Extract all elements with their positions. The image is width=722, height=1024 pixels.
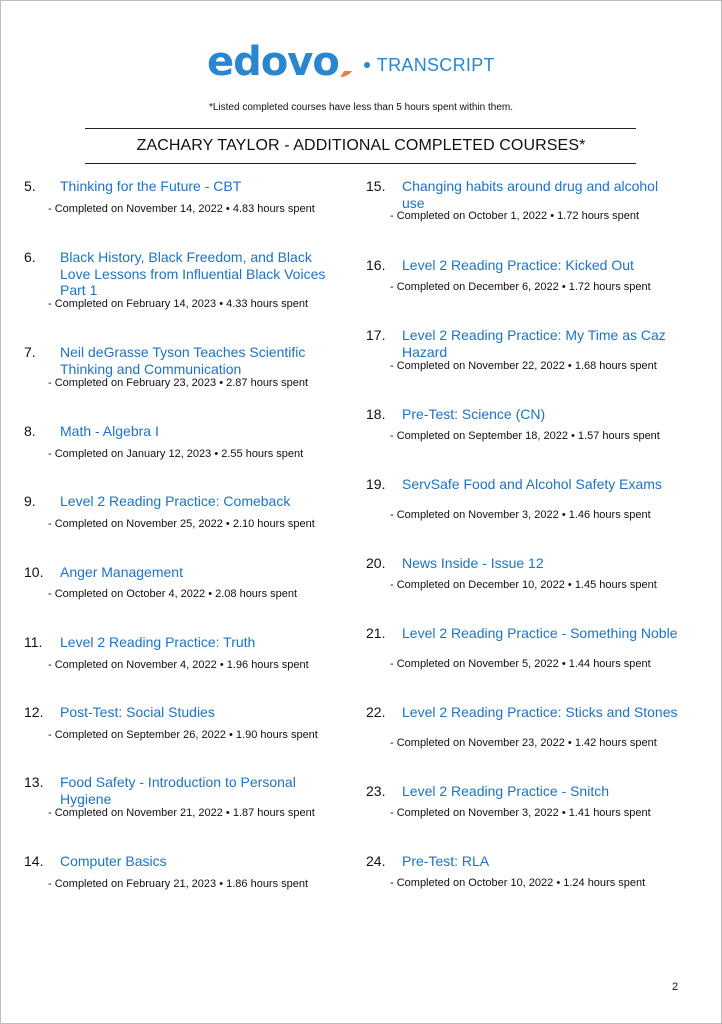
- course-completion-detail: - Completed on February 14, 2023 • 4.33 hours spent: [48, 298, 309, 310]
- heading-rule-bottom: [85, 163, 636, 164]
- course-title-link[interactable]: Post-Test: Social Studies: [60, 704, 215, 720]
- course-title-link[interactable]: Level 2 Reading Practice - Something Noble: [402, 625, 678, 641]
- course-number: 6.: [24, 249, 36, 265]
- course-title-link[interactable]: Level 2 Reading Practice: Kicked Out: [402, 257, 634, 273]
- logo-brand: edovo: [207, 39, 339, 85]
- course-title-link[interactable]: ServSafe Food and Alcohol Safety Exams: [402, 476, 662, 492]
- course-completion-detail: - Completed on September 26, 2022 • 1.90 hours spent: [48, 729, 318, 741]
- course-title-link[interactable]: Level 2 Reading Practice: Comeback: [60, 493, 291, 509]
- course-number: 23.: [366, 783, 386, 799]
- course-number: 18.: [366, 406, 386, 422]
- course-title-link[interactable]: Computer Basics: [60, 853, 167, 869]
- course-number: 15.: [366, 178, 386, 194]
- course-completion-detail: - Completed on November 5, 2022 • 1.44 hours spent: [390, 658, 651, 670]
- course-completion-detail: - Completed on November 23, 2022 • 1.42 hours spent: [390, 737, 657, 749]
- course-completion-detail: - Completed on September 18, 2022 • 1.57 hours spent: [390, 430, 660, 442]
- course-title-link[interactable]: Level 2 Reading Practice: Sticks and Stones: [402, 704, 678, 720]
- course-title-link[interactable]: Level 2 Reading Practice - Snitch: [402, 783, 609, 799]
- course-number: 9.: [24, 493, 36, 509]
- course-number: 7.: [24, 344, 36, 360]
- course-completion-detail: - Completed on November 4, 2022 • 1.96 hours spent: [48, 659, 309, 671]
- course-number: 8.: [24, 423, 36, 439]
- edovo-logo: [207, 36, 495, 88]
- course-title-link[interactable]: Level 2 Reading Practice: Truth: [60, 634, 256, 650]
- course-number: 12.: [24, 704, 44, 720]
- course-completion-detail: - Completed on February 23, 2023 • 2.87 hours spent: [48, 377, 309, 389]
- hours-footnote: *Listed completed courses have less than 5 hours spent within them.: [208, 102, 514, 113]
- course-completion-detail: - Completed on October 1, 2022 • 1.72 hours spent: [390, 210, 640, 222]
- course-number: 21.: [366, 625, 386, 641]
- course-title-link[interactable]: Anger Management: [60, 564, 183, 580]
- course-title-link[interactable]: Thinking for the Future - CBT: [60, 178, 242, 194]
- course-number: 17.: [366, 327, 386, 343]
- course-number: 20.: [366, 555, 386, 571]
- course-completion-detail: - Completed on December 6, 2022 • 1.72 hours spent: [390, 281, 651, 293]
- course-completion-detail: - Completed on January 12, 2023 • 2.55 hours spent: [48, 448, 304, 460]
- course-completion-detail: - Completed on November 22, 2022 • 1.68 hours spent: [390, 360, 657, 372]
- course-number: 16.: [366, 257, 386, 273]
- course-title-link[interactable]: Level 2 Reading Practice: My Time as Caz Hazard: [402, 327, 666, 360]
- course-title-link[interactable]: Food Safety - Introduction to Personal Hygiene: [60, 774, 296, 807]
- course-completion-detail: - Completed on November 25, 2022 • 2.10 hours spent: [48, 518, 315, 530]
- logo-separator-dot: [364, 62, 370, 68]
- course-number: 22.: [366, 704, 386, 720]
- course-completion-detail: - Completed on December 10, 2022 • 1.45 hours spent: [390, 579, 657, 591]
- course-completion-detail: - Completed on November 14, 2022 • 4.83 hours spent: [48, 203, 315, 215]
- course-title-link[interactable]: Pre-Test: Science (CN): [402, 406, 546, 422]
- speech-bubble-icon: [340, 53, 358, 79]
- course-completion-detail: - Completed on November 3, 2022 • 1.41 hours spent: [390, 807, 651, 819]
- course-completion-detail: - Completed on October 10, 2022 • 1.24 hours spent: [390, 877, 646, 889]
- course-title-link[interactable]: Neil deGrasse Tyson Teaches Scientific Thinking and Communication: [60, 344, 306, 377]
- course-number: 14.: [24, 853, 44, 869]
- course-number: 10.: [24, 564, 44, 580]
- course-title-link[interactable]: Math - Algebra I: [60, 423, 159, 439]
- course-number: 24.: [366, 853, 386, 869]
- course-number: 5.: [24, 178, 36, 194]
- course-title-link[interactable]: Black History, Black Freedom, and Black Love Lessons from Influential Black Voices Part 1: [60, 249, 326, 298]
- course-number: 11.: [24, 634, 43, 650]
- course-title-link[interactable]: News Inside - Issue 12: [402, 555, 544, 571]
- course-title-link[interactable]: Changing habits around drug and alcohol use: [402, 178, 659, 211]
- course-completion-detail: - Completed on November 3, 2022 • 1.46 hours spent: [390, 509, 651, 521]
- logo-suffix: TRANSCRIPT: [376, 54, 495, 75]
- heading-rule-top: [85, 128, 636, 129]
- page-number: 2: [672, 981, 679, 993]
- course-number: 19.: [366, 476, 386, 492]
- course-title-link[interactable]: Pre-Test: RLA: [402, 853, 490, 869]
- course-completion-detail: - Completed on November 21, 2022 • 1.87 hours spent: [48, 807, 315, 819]
- course-completion-detail: - Completed on October 4, 2022 • 2.08 hours spent: [48, 588, 298, 600]
- course-completion-detail: - Completed on February 21, 2023 • 1.86 hours spent: [48, 878, 309, 890]
- course-number: 13.: [24, 774, 44, 790]
- page-title: ZACHARY TAYLOR - ADDITIONAL COMPLETED COURSES*: [136, 137, 586, 154]
